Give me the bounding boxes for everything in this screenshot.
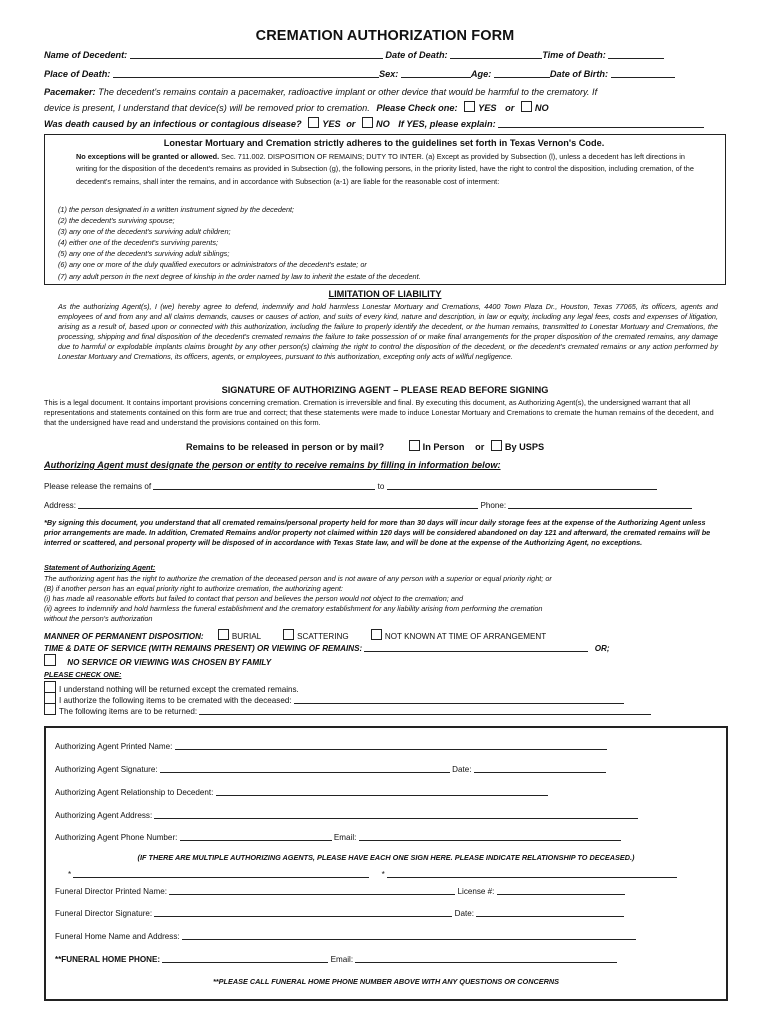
star-marker: * [381, 870, 385, 879]
infectious-no-label: NO [375, 119, 390, 129]
fh-phone-label: **FUNERAL HOME PHONE: [55, 955, 161, 964]
multiple-agents-note: (IF THERE ARE MULTIPLE AUTHORIZING AGENTS, PLEASE HAVE EACH ONE SIGN HERE. PLEASE INDICATE RELATIONSHIP TO DECEASED.) [137, 853, 635, 862]
pacemaker-row-2 [44, 101, 724, 113]
pacemaker-yes-label: YES [478, 103, 497, 113]
infectious-explain-label: If YES, please explain: [398, 119, 496, 129]
time-of-death-label: Time of Death: [542, 50, 606, 60]
pacemaker-yes-checkbox[interactable] [464, 101, 475, 112]
agent-date-label: Date: [452, 765, 472, 774]
service-label: TIME & DATE OF SERVICE (WITH REMAINS PRESENT) OR VIEWING OF REMAINS: [44, 644, 363, 653]
infectious-no-checkbox[interactable] [362, 117, 373, 128]
infectious-yes-checkbox[interactable] [308, 117, 319, 128]
statement-line: (B) if another person has an equal priority right to authorize cremation, the authorizing agent: [44, 584, 343, 594]
agent-signature-row [55, 763, 724, 774]
fh-email-field[interactable] [355, 953, 617, 963]
fd-date-label: Date: [454, 909, 475, 918]
fd-signature-label: Funeral Director Signature: [55, 909, 153, 918]
usps-label: By USPS [504, 442, 545, 452]
signature-notice-text: This is a legal document. It contains important provisions concerning cremation. Cremation is irreversible and final. By executing this document, as Authorizing Agent(s), the undersigned warrant that all representations and statements contained on this form are true and correct; that these statements were made to induce Lonestar Mortuary and Cremations to cremate the human remains of the decedent, and that the undersigned have read and understand the provisions contained on this form. [44, 398, 714, 428]
star-marker: * [68, 870, 72, 879]
release-phone-field[interactable] [508, 499, 692, 509]
service-or-label: OR; [594, 644, 610, 653]
agent-email-label: Email: [333, 833, 357, 842]
fd-signature-row [55, 907, 724, 918]
fh-email-label: Email: [330, 955, 354, 964]
additional-agent-row [68, 868, 724, 879]
texas-box-body: Sec. 711.002. DISPOSITION OF REMAINS; DUTY TO INTER. (a) Except as provided by Subsection (l), unless a decedent has left directions in writing for the disposition of the decedent's remains as provided in Subsection (g), the following persons, in the priority listed, have the right to control the disposition, including cremation, of the decedent's remains, shall inter the remains, and in accordance with Subsection (a-1) are liable for the reasonable cost of interment: [76, 152, 694, 186]
release-or-label: or [475, 442, 485, 452]
priority-item: (4) either one of the decedent's surviving parents; [58, 238, 218, 248]
decedent-name-label: Name of Decedent: [44, 50, 128, 60]
footer-call-note: **PLEASE CALL FUNERAL HOME PHONE NUMBER ABOVE WITH ANY QUESTIONS OR CONCERNS [212, 977, 560, 986]
infectious-question: Was death caused by an infectious or contagious disease? [44, 119, 302, 129]
priority-item: (5) any one of the decedent's surviving adult siblings; [58, 249, 230, 259]
release-method-row [186, 440, 724, 452]
signature-notice-heading: SIGNATURE OF AUTHORIZING AGENT – PLEASE READ BEFORE SIGNING [221, 385, 549, 395]
pacemaker-or-label: or [505, 103, 515, 113]
statement-heading: Statement of Authorizing Agent: [44, 563, 156, 572]
check-option-label: I authorize the following items to be cremated with the deceased: [59, 696, 292, 705]
release-address-label: Address: [44, 501, 76, 510]
time-of-death-field[interactable] [608, 49, 664, 59]
infectious-or-label: or [346, 119, 356, 129]
release-remains-row [44, 480, 724, 491]
infectious-row [44, 117, 724, 129]
no-service-label: NO SERVICE OR VIEWING WAS CHOSEN BY FAMILY [67, 658, 272, 667]
agent-relationship-field[interactable] [216, 786, 548, 796]
pacemaker-text-1: The decedent's remains contain a pacemaker, radioactive implant or other device that would be harmful to the crematory. If [98, 87, 598, 97]
statement-line: (i) has made all reasonable efforts but failed to contact that person and believes the person would not object to the cremation; and [44, 594, 464, 604]
usps-checkbox[interactable] [491, 440, 502, 451]
no-service-checkbox[interactable] [44, 654, 56, 666]
release-address-row [44, 499, 724, 510]
pacemaker-row-1 [44, 87, 724, 97]
fd-signature-field[interactable] [154, 907, 452, 917]
not-known-checkbox[interactable] [371, 629, 382, 640]
release-remains-label: Please release the remains of [44, 482, 152, 491]
decedent-name-field[interactable] [130, 49, 383, 59]
not-known-label: NOT KNOWN AT TIME OF ARRANGEMENT [384, 632, 547, 641]
texas-priority-list [58, 204, 718, 282]
pacemaker-no-label: NO [534, 103, 549, 113]
agent-address-field[interactable] [154, 809, 638, 819]
storage-notice: *By signing this document, you understand that all cremated remains/personal property held for more than 30 days will incur daily storage fees at the expense of the Authorizing Agent unless prior arrangements are made. In addition, Cremated Remains and/or property not claimed within 120 days will be considered abandoned on day 121 and afterward, the cremated remains will be interred or scattered, and personal property will be disposed of in accordance with Texas State law, and will be done at the expense of the Authorizing Agent, no exceptions. [44, 518, 711, 548]
form-title: CREMATION AUTHORIZATION FORM [255, 28, 515, 44]
pacemaker-no-checkbox[interactable] [521, 101, 532, 112]
infectious-explain-field[interactable] [498, 118, 704, 128]
texas-box-heading: Lonestar Mortuary and Cremation strictly adheres to the guidelines set forth in Texas Vernon's Code. [163, 138, 605, 148]
decedent-row-1 [44, 49, 724, 60]
place-of-death-field[interactable] [113, 68, 379, 78]
agent-phone-field[interactable] [180, 831, 332, 841]
statement-line: without the person's authorization [44, 614, 153, 624]
agent-address-row [55, 809, 724, 820]
fd-printed-name-field[interactable] [169, 885, 455, 895]
sex-field[interactable] [401, 68, 471, 78]
check-option-label: The following items are to be returned: [59, 707, 198, 716]
statement-list [44, 574, 720, 624]
priority-item: (2) the decedent's surviving spouse; [58, 216, 175, 226]
burial-checkbox[interactable] [218, 629, 229, 640]
agent-email-field[interactable] [359, 831, 621, 841]
additional-agent-field-2[interactable] [387, 868, 677, 878]
license-label: License #: [457, 887, 495, 896]
age-field[interactable] [494, 68, 550, 78]
release-question: Remains to be released in person or by mail? [186, 442, 385, 452]
agent-date-field[interactable] [474, 763, 606, 773]
fh-name-address-row [55, 930, 724, 941]
dob-label: Date of Birth: [549, 69, 609, 79]
additional-agent-field-1[interactable] [73, 868, 369, 878]
fh-phone-field[interactable] [162, 953, 328, 963]
statement-line: The authorizing agent has the right to authorize the cremation of the deceased person and is not aware of any person with a superior or equal priority right; or [44, 574, 552, 583]
infectious-yes-label: YES [322, 119, 341, 129]
age-label: Age: [470, 69, 492, 79]
priority-item: (3) any one of the decedent's surviving adult children; [58, 227, 231, 237]
pacemaker-label: Pacemaker: [44, 87, 96, 97]
no-service-row [44, 654, 724, 667]
pacemaker-check-label: Please Check one: [376, 103, 458, 113]
scattering-checkbox[interactable] [283, 629, 294, 640]
check-option-row [44, 703, 724, 716]
disposition-row [44, 629, 724, 641]
priority-item: (7) any adult person in the next degree of kinship in the order named by law to inherit the estate of the decedent. [58, 271, 421, 281]
release-to-label: to [377, 482, 385, 491]
fd-date-field[interactable] [476, 907, 624, 917]
fh-name-address-label: Funeral Home Name and Address: [55, 932, 180, 941]
priority-item: (6) any one or more of the duly qualified executors or administrators of the decedent's estate; or [58, 260, 367, 270]
liability-text: As the authorizing Agent(s), I (we) hereby agree to defend, indemnify and hold harmless Lonestar Mortuary and Cremations, 4400 Town Plaza Dr., Houston, Texas 77065, its officers, agents and employees of and from any and all claims demands, causes or causes of action, and suits of every kind, nature and description, in law or equity, including any legal fees, costs and expenses of litigation, arising as a result of, based upon or connected with this authorization, including the failure to properly identify the decedent, or the human remains, transmitted to Lonestar Mortuary and Cremations, the processing, shipping and final disposition of the decedent's cremated remains the failure to take possession of or make final arrangements for the proper disposition of the cremated remains, any damage due to harmful or explodable implants claims brought by any other person(s) claiming the right to control the disposition of the decedent, or the decedent's cremated remains or any action performed by Lonestar Mortuary and Cremations, its officers, agents, or employees, pursuant to this authorization, excepting only acts of willful negligence. [58, 302, 718, 362]
agent-signature-label: Authorizing Agent Signature: [55, 765, 158, 774]
pacemaker-text-2: device is present, I understand that device(s) will be removed prior to cremation. [44, 103, 370, 113]
scattering-label: SCATTERING [297, 632, 349, 641]
items-returned-checkbox[interactable] [44, 703, 56, 715]
license-field[interactable] [497, 885, 625, 895]
texas-box-text [76, 151, 698, 188]
place-of-death-label: Place of Death: [44, 69, 111, 79]
texas-box-bold-lead: No exceptions will be granted or allowed. [76, 152, 220, 161]
agent-printed-name-field[interactable] [175, 740, 607, 750]
fd-printed-name-label: Funeral Director Printed Name: [55, 887, 168, 896]
designate-instruction: Authorizing Agent must designate the person or entity to receive remains by filling in information below: [44, 460, 501, 470]
agent-relationship-row [55, 786, 724, 797]
agent-signature-field[interactable] [160, 763, 450, 773]
agent-printed-name-row [55, 740, 724, 751]
date-of-death-label: Date of Death: [385, 50, 448, 60]
service-row [44, 642, 724, 653]
release-remains-field[interactable] [153, 480, 375, 490]
release-phone-label: Phone: [480, 501, 507, 510]
fh-name-address-field[interactable] [182, 930, 636, 940]
fh-phone-row [55, 953, 724, 964]
burial-label: BURIAL [231, 632, 261, 641]
decedent-row-2 [44, 68, 724, 79]
agent-phone-row [55, 831, 724, 842]
release-address-field[interactable] [78, 499, 478, 509]
fd-printed-name-row [55, 885, 724, 896]
disposition-label: MANNER OF PERMANENT DISPOSITION: [44, 632, 204, 641]
service-field[interactable] [364, 642, 588, 652]
in-person-label: In Person [422, 442, 465, 452]
date-of-death-field[interactable] [450, 49, 542, 59]
statement-line: (ii) agrees to indemnify and hold harmless the funeral establishment and the crematory establishment for any liability arising from performing the cremation [44, 604, 543, 614]
check-option-label: I understand nothing will be returned except the cremated remains. [59, 685, 299, 694]
agent-printed-name-label: Authorizing Agent Printed Name: [55, 742, 173, 751]
priority-item: (1) the person designated in a written instrument signed by the decedent; [58, 205, 295, 214]
agent-relationship-label: Authorizing Agent Relationship to Decedent: [55, 788, 214, 797]
sex-label: Sex: [378, 69, 399, 79]
dob-field[interactable] [611, 68, 675, 78]
agent-phone-label: Authorizing Agent Phone Number: [55, 833, 178, 842]
agent-address-label: Authorizing Agent Address: [55, 811, 153, 820]
items-returned-field[interactable] [199, 705, 651, 715]
release-to-field[interactable] [387, 480, 657, 490]
please-check-heading: PLEASE CHECK ONE: [44, 670, 122, 679]
in-person-checkbox[interactable] [409, 440, 420, 451]
liability-heading: LIMITATION OF LIABILITY [328, 289, 442, 299]
